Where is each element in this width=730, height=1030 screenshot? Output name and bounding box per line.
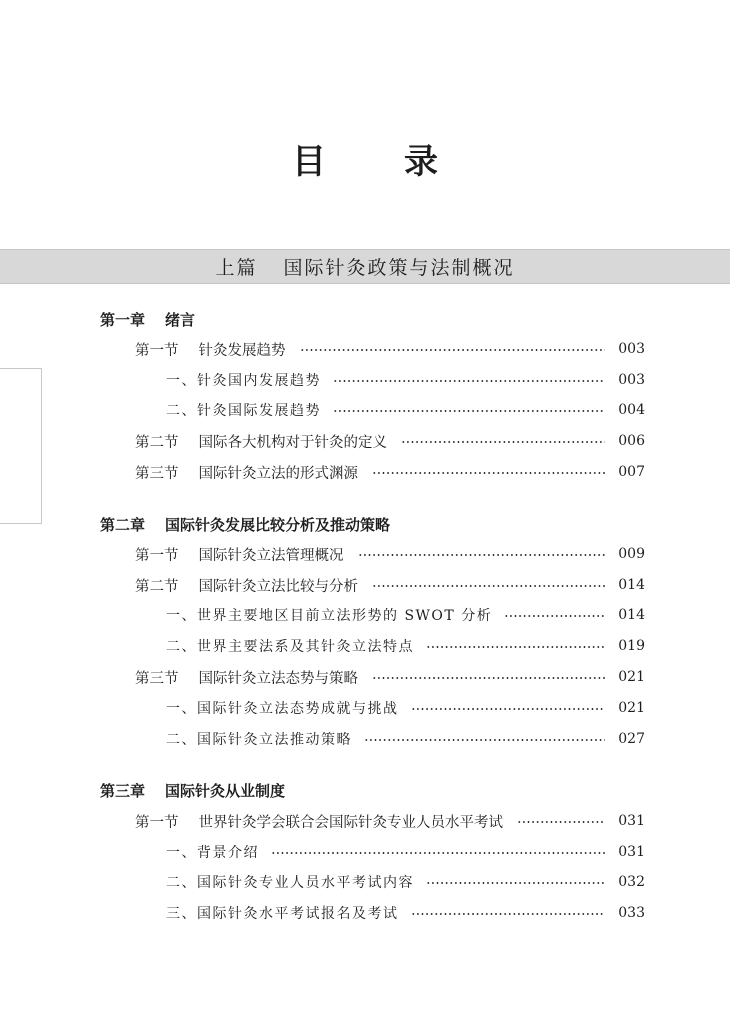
page-number: 019 [618, 638, 645, 654]
toc-entry-subsection[interactable] [166, 870, 645, 894]
section-label: 第一节 [135, 814, 179, 831]
page-number: 007 [618, 464, 645, 480]
page-number: 009 [618, 546, 645, 562]
page-number: 006 [618, 433, 645, 449]
section-label: 第二节 [135, 434, 179, 451]
subsection-title: 针灸国际发展趋势 [197, 403, 321, 419]
chapter-label: 第二章 [100, 515, 146, 534]
section-title: 国际各大机构对于针灸的定义 [198, 434, 387, 451]
section-label: 第一节 [135, 342, 179, 359]
toc-entry-section[interactable] [135, 809, 645, 833]
page-number: 021 [618, 700, 645, 716]
dot-leader [271, 852, 605, 854]
subsection-label: 三、 [166, 906, 197, 922]
dot-leader [300, 349, 606, 351]
dot-leader [358, 554, 606, 556]
subsection-label: 二、 [166, 639, 197, 655]
toc-entry-subsection[interactable] [166, 368, 645, 392]
chapter-title: 国际针灸发展比较分析及推动策略 [165, 515, 391, 534]
subsection-label: 二、 [166, 403, 197, 419]
toc-entry-subsection[interactable] [166, 727, 645, 751]
subsection-label: 一、 [166, 845, 197, 861]
page-number: 031 [618, 844, 645, 860]
part-label: 上篇 [215, 257, 258, 279]
section-title: 国际针灸立法态势与策略 [198, 670, 358, 687]
section-title: 国际针灸立法比较与分析 [198, 578, 358, 595]
dot-leader [372, 585, 605, 587]
toc-entry-section[interactable] [135, 337, 645, 361]
dot-leader [411, 708, 606, 710]
toc-entry-subsection[interactable] [166, 398, 645, 422]
chapter-label: 第一章 [100, 310, 146, 329]
subsection-title: 国际针灸水平考试报名及考试 [197, 906, 399, 922]
page-edge-tab [0, 368, 42, 524]
dot-leader [372, 472, 605, 474]
dot-leader [504, 615, 605, 617]
subsection-label: 一、 [166, 608, 197, 624]
section-label: 第一节 [135, 547, 179, 564]
subsection-title: 世界主要法系及其针灸立法特点 [197, 639, 414, 655]
section-title: 国际针灸立法的形式渊源 [198, 465, 358, 482]
page-number: 032 [618, 874, 645, 890]
subsection-label: 二、 [166, 732, 197, 748]
page-number: 031 [618, 813, 645, 829]
dot-leader [401, 441, 605, 443]
page-number: 003 [618, 372, 645, 388]
section-label: 第二节 [135, 578, 179, 595]
subsection-title: 背景介绍 [197, 845, 259, 861]
section-title: 世界针灸学会联合会国际针灸专业人员水平考试 [198, 814, 503, 831]
page-number: 033 [618, 905, 645, 921]
toc-entry-subsection[interactable] [166, 603, 645, 627]
page-title: 目 录 [292, 142, 460, 182]
subsection-label: 一、 [166, 373, 197, 389]
part-title: 国际针灸政策与法制概况 [283, 257, 515, 279]
toc-entry-subsection[interactable] [166, 696, 645, 720]
page-number: 027 [618, 731, 645, 747]
chapter-title: 绪言 [165, 310, 196, 329]
dot-leader [372, 677, 605, 679]
subsection-label: 二、 [166, 875, 197, 891]
page-number: 014 [618, 577, 645, 593]
toc-entry-section[interactable] [135, 429, 645, 453]
section-title: 国际针灸立法管理概况 [198, 547, 344, 564]
section-title: 针灸发展趋势 [198, 342, 286, 359]
chapter-title: 国际针灸从业制度 [165, 781, 286, 800]
page-number: 003 [618, 341, 645, 357]
dot-leader [333, 410, 605, 412]
toc-entry-subsection[interactable] [166, 634, 645, 658]
subsection-title: 国际针灸专业人员水平考试内容 [197, 875, 414, 891]
chapter-heading[interactable] [100, 512, 390, 536]
subsection-title: 国际针灸立法态势成就与挑战 [197, 701, 399, 717]
toc-entry-section[interactable] [135, 665, 645, 689]
dot-leader [333, 380, 605, 382]
toc-entry-subsection[interactable] [166, 840, 645, 864]
chapter-heading[interactable] [100, 778, 285, 802]
dot-leader [426, 882, 605, 884]
subsection-title: 世界主要地区目前立法形势的 SWOT 分析 [197, 608, 493, 624]
toc-entry-section[interactable] [135, 573, 645, 597]
subsection-title: 针灸国内发展趋势 [197, 373, 321, 389]
page-number: 004 [618, 402, 645, 418]
toc-entry-subsection[interactable] [166, 901, 645, 925]
dot-leader [411, 913, 606, 915]
page-number: 021 [618, 669, 645, 685]
part-heading [0, 249, 730, 284]
subsection-label: 一、 [166, 701, 197, 717]
toc-entry-section[interactable] [135, 542, 645, 566]
dot-leader [517, 821, 605, 823]
chapter-heading[interactable] [100, 307, 195, 331]
toc-entry-section[interactable] [135, 460, 645, 484]
subsection-title: 国际针灸立法推动策略 [197, 732, 352, 748]
dot-leader [426, 646, 605, 648]
section-label: 第三节 [135, 465, 179, 482]
section-label: 第三节 [135, 670, 179, 687]
page-number: 014 [618, 607, 645, 623]
dot-leader [364, 739, 605, 741]
chapter-label: 第三章 [100, 781, 146, 800]
